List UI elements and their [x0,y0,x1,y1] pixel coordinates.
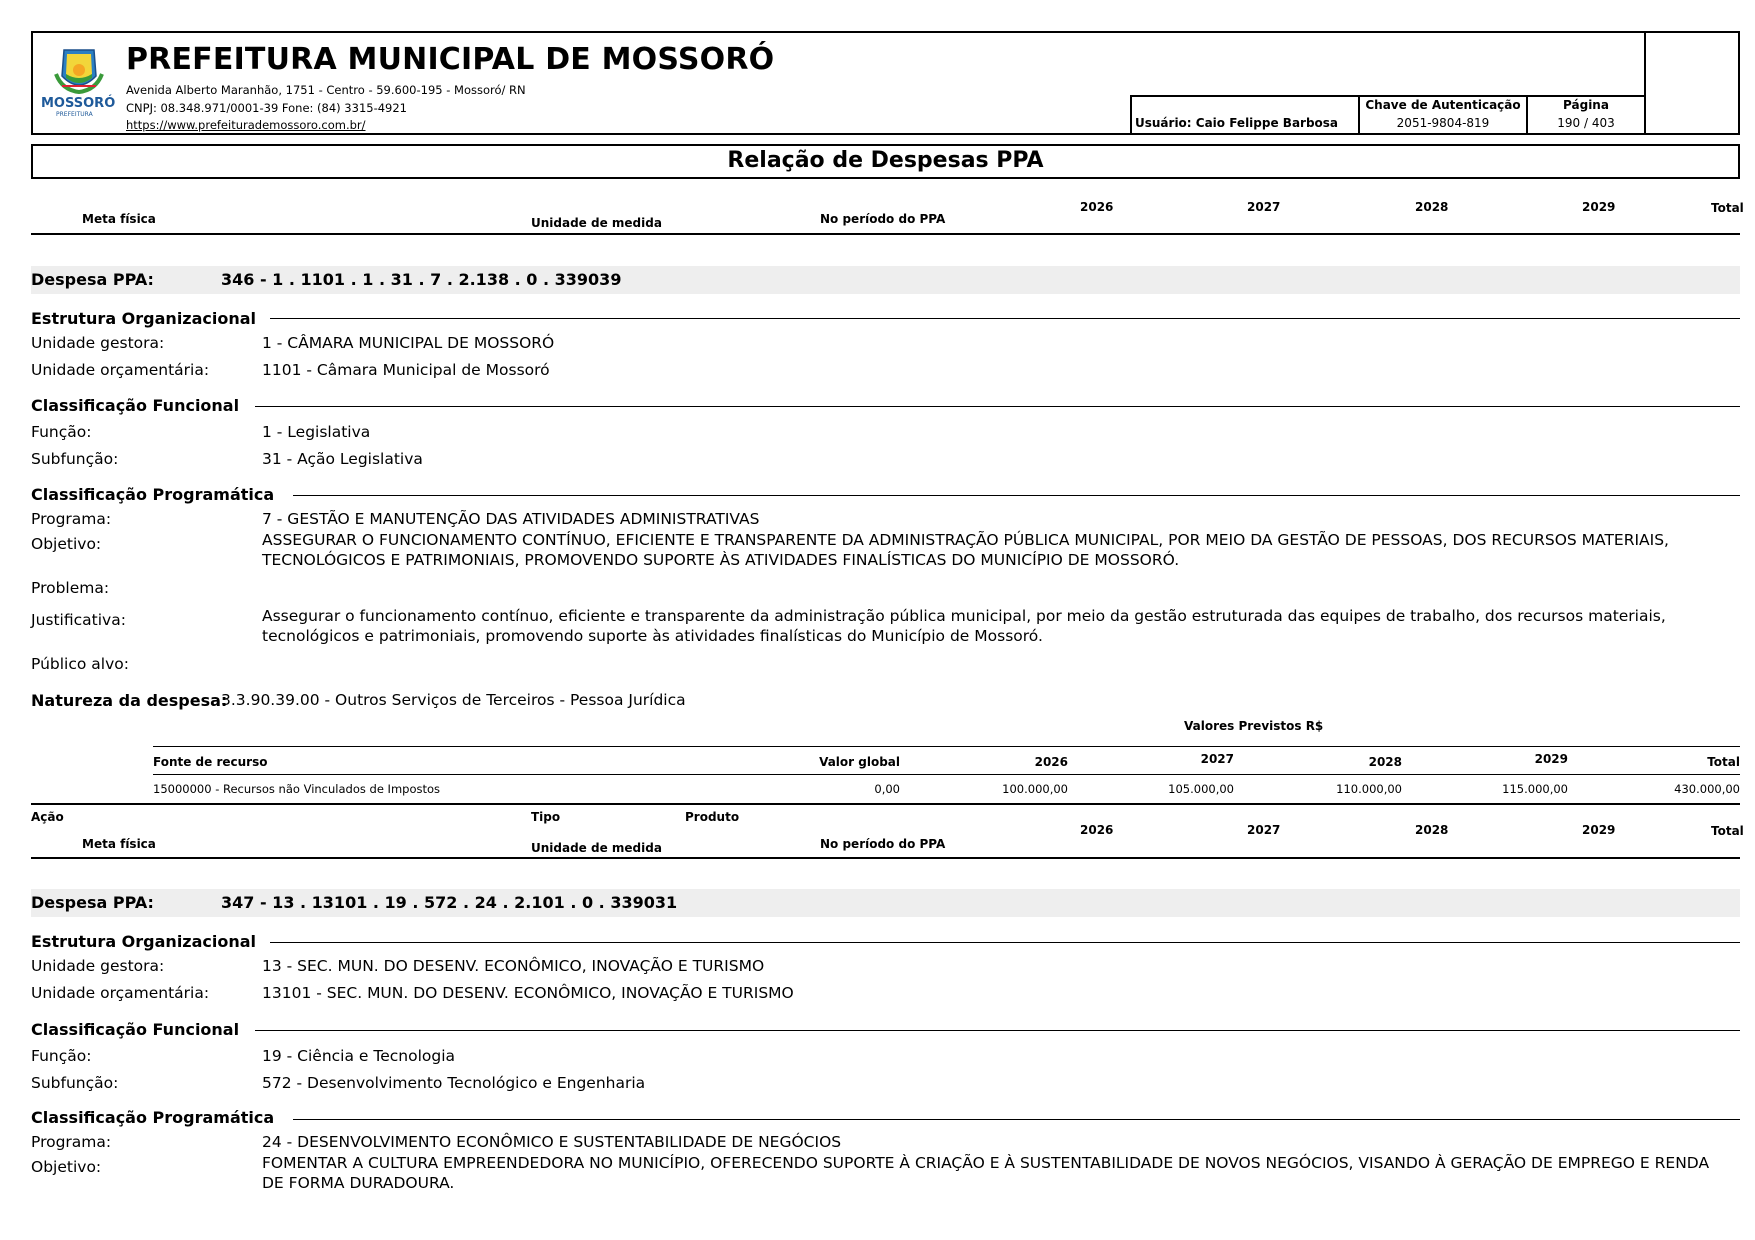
col-fonte-recurso: Fonte de recurso [153,755,268,769]
label-justificativa: Justificativa: [31,611,126,629]
label-objetivo: Objetivo: [31,1158,102,1176]
value-unidade-gestora: 13 - SEC. MUN. DO DESENV. ECONÔMICO, INOVAÇÃO E TURISMO [262,957,765,975]
value-objetivo: FOMENTAR A CULTURA EMPREENDEDORA NO MUNICÍPIO, OFERECENDO SUPORTE À CRIAÇÃO E À SUSTENTABILIDADE DE NOVOS NEGÓCIOS, VISANDO À GERAÇÃO DE EMPREGO E RENDA DE FORMA DURADOURA. [262,1154,1710,1192]
section-estrutura: Estrutura Organizacional [31,932,257,951]
col-meta-fisica-2: Meta física [82,837,156,851]
despesa-code: 346 - 1 . 1101 . 1 . 31 . 7 . 2.138 . 0 . 339039 [221,270,622,289]
label-natureza: Natureza da despesa: [31,691,228,710]
label-unidade-gestora: Unidade gestora: [31,957,165,975]
label-programa: Programa: [31,1133,112,1151]
col-unidade-medida-2: Unidade de medida [531,841,662,855]
label-unidade-gestora: Unidade gestora: [31,334,165,352]
value-subfuncao: 572 - Desenvolvimento Tecnológico e Engenharia [262,1074,646,1092]
value-subfuncao: 31 - Ação Legislativa [262,450,423,468]
value-unidade-gestora: 1 - CÂMARA MUNICIPAL DE MOSSORÓ [262,334,555,352]
section-estrutura: Estrutura Organizacional [31,309,257,328]
col-unidade-medida: Unidade de medida [531,216,662,230]
section-rule [270,942,1740,943]
value-unidade-orcamentaria: 13101 - SEC. MUN. DO DESENV. ECONÔMICO, INOVAÇÃO E TURISMO [262,984,794,1002]
fonte-table-bottom-rule [31,803,1740,805]
label-objetivo: Objetivo: [31,535,102,553]
logo-subtext: PREFEITURA [56,111,93,118]
col-fonte-2029: 2029 [1534,752,1568,766]
col-year-2028-2: 2028 [1415,823,1449,837]
fonte-2026: 100.000,00 [1002,782,1068,796]
header-rule [31,233,1740,235]
valores-previstos-label: Valores Previstos R$ [1184,719,1324,733]
org-cnpj-phone: CNPJ: 08.348.971/0001-39 Fone: (84) 3315-4921 [126,101,407,115]
col-year-2029: 2029 [1582,200,1616,214]
org-website-link[interactable]: https://www.prefeiturademossoro.com.br/ [126,118,366,132]
section-rule [293,1119,1740,1120]
label-problema: Problema: [31,579,110,597]
report-title: Relação de Despesas PPA [727,148,1044,173]
col-fonte-2028: 2028 [1368,755,1402,769]
fonte-name: 15000000 - Recursos não Vinculados de Impostos [153,782,441,796]
section-class-programatica: Classificação Programática [31,485,275,504]
col-year-2027-2: 2027 [1247,823,1281,837]
org-address: Avenida Alberto Maranhão, 1751 - Centro - 59.600-195 - Mossoró/ RN [126,83,526,97]
fonte-table-top-rule [153,746,1740,747]
value-funcao: 19 - Ciência e Tecnologia [262,1047,456,1065]
label-funcao: Função: [31,1047,92,1065]
section-class-funcional: Classificação Funcional [31,1020,240,1039]
despesa-label: Despesa PPA: [31,893,154,912]
fonte-valor-global: 0,00 [874,782,900,796]
value-unidade-orcamentaria: 1101 - Câmara Municipal de Mossoró [262,361,550,379]
col-fonte-2026: 2026 [1034,755,1068,769]
label-subfuncao: Subfunção: [31,1074,119,1092]
col-valor-global: Valor global [819,755,900,769]
col-year-2026-2: 2026 [1080,823,1114,837]
label-unidade-orcamentaria: Unidade orçamentária: [31,361,210,379]
section-rule [270,318,1740,319]
value-natureza: 3.3.90.39.00 - Outros Serviços de Terceiros - Pessoa Jurídica [221,691,686,709]
user-label: Usuário: Caio Felippe Barbosa [1135,116,1339,130]
fonte-2027: 105.000,00 [1168,782,1234,796]
auth-key-label: Chave de Autenticação [1365,98,1521,112]
section-rule [255,406,1740,407]
col-periodo: No período do PPA [820,212,946,226]
label-programa: Programa: [31,510,112,528]
despesa-label: Despesa PPA: [31,270,154,289]
despesa-code: 347 - 13 . 13101 . 19 . 572 . 24 . 2.101 . 0 . 339031 [221,893,678,912]
fonte-total: 430.000,00 [1674,782,1740,796]
col-tipo: Tipo [531,810,561,824]
label-funcao: Função: [31,423,92,441]
fonte-header-rule [153,774,1740,775]
label-subfuncao: Subfunção: [31,450,119,468]
logo-wordmark: MOSSORÓ [41,96,116,111]
auth-key-value: 2051-9804-819 [1396,116,1490,130]
col-meta-fisica: Meta física [82,212,156,226]
value-justificativa: Assegurar o funcionamento contínuo, eficiente e transparente da administração pública municipal, por meio da gestão estruturada das equipes de trabalho, dos recursos materiais, tecnológicos e patrimoniais, promovendo suporte às atividades finalísticas do Município de Mossoró. [262,607,1666,645]
section-class-funcional: Classificação Funcional [31,396,240,415]
section-rule [293,495,1740,496]
fonte-2028: 110.000,00 [1336,782,1402,796]
value-funcao: 1 - Legislativa [262,423,371,441]
page-label: Página [1563,98,1609,112]
col-fonte-2027: 2027 [1200,752,1234,766]
col-produto: Produto [685,810,740,824]
acao-header-rule [31,857,1740,859]
col-year-2028: 2028 [1415,200,1449,214]
section-rule [255,1030,1740,1031]
col-year-2029-2: 2029 [1582,823,1616,837]
col-acao: Ação [31,810,64,824]
col-total: Total [1711,201,1744,215]
col-total-2: Total [1711,824,1744,838]
value-objetivo: ASSEGURAR O FUNCIONAMENTO CONTÍNUO, EFICIENTE E TRANSPARENTE DA ADMINISTRAÇÃO PÚBLICA MUNICIPAL, POR MEIO DA GESTÃO DE PESSOAS, DOS RECURSOS MATERIAIS, TECNOLÓGICOS E PATRIMONIAIS, PROMOVENDO SUPORTE ÀS ATIVIDADES FINALÍSTICAS DO MUNICÍPIO DE MOSSORÓ. [262,531,1669,569]
value-programa: 7 - GESTÃO E MANUTENÇÃO DAS ATIVIDADES ADMINISTRATIVAS [262,510,760,528]
value-programa: 24 - DESENVOLVIMENTO ECONÔMICO E SUSTENTABILIDADE DE NEGÓCIOS [262,1133,842,1151]
fonte-2029: 115.000,00 [1502,782,1568,796]
col-fonte-total: Total [1707,755,1740,769]
label-publico-alvo: Público alvo: [31,655,129,673]
col-periodo-2: No período do PPA [820,837,946,851]
label-unidade-orcamentaria: Unidade orçamentária: [31,984,210,1002]
section-class-programatica: Classificação Programática [31,1108,275,1127]
col-year-2026: 2026 [1080,200,1114,214]
org-title: PREFEITURA MUNICIPAL DE MOSSORÓ [126,42,775,77]
col-year-2027: 2027 [1247,200,1281,214]
page-number: 190 / 403 [1557,116,1615,130]
